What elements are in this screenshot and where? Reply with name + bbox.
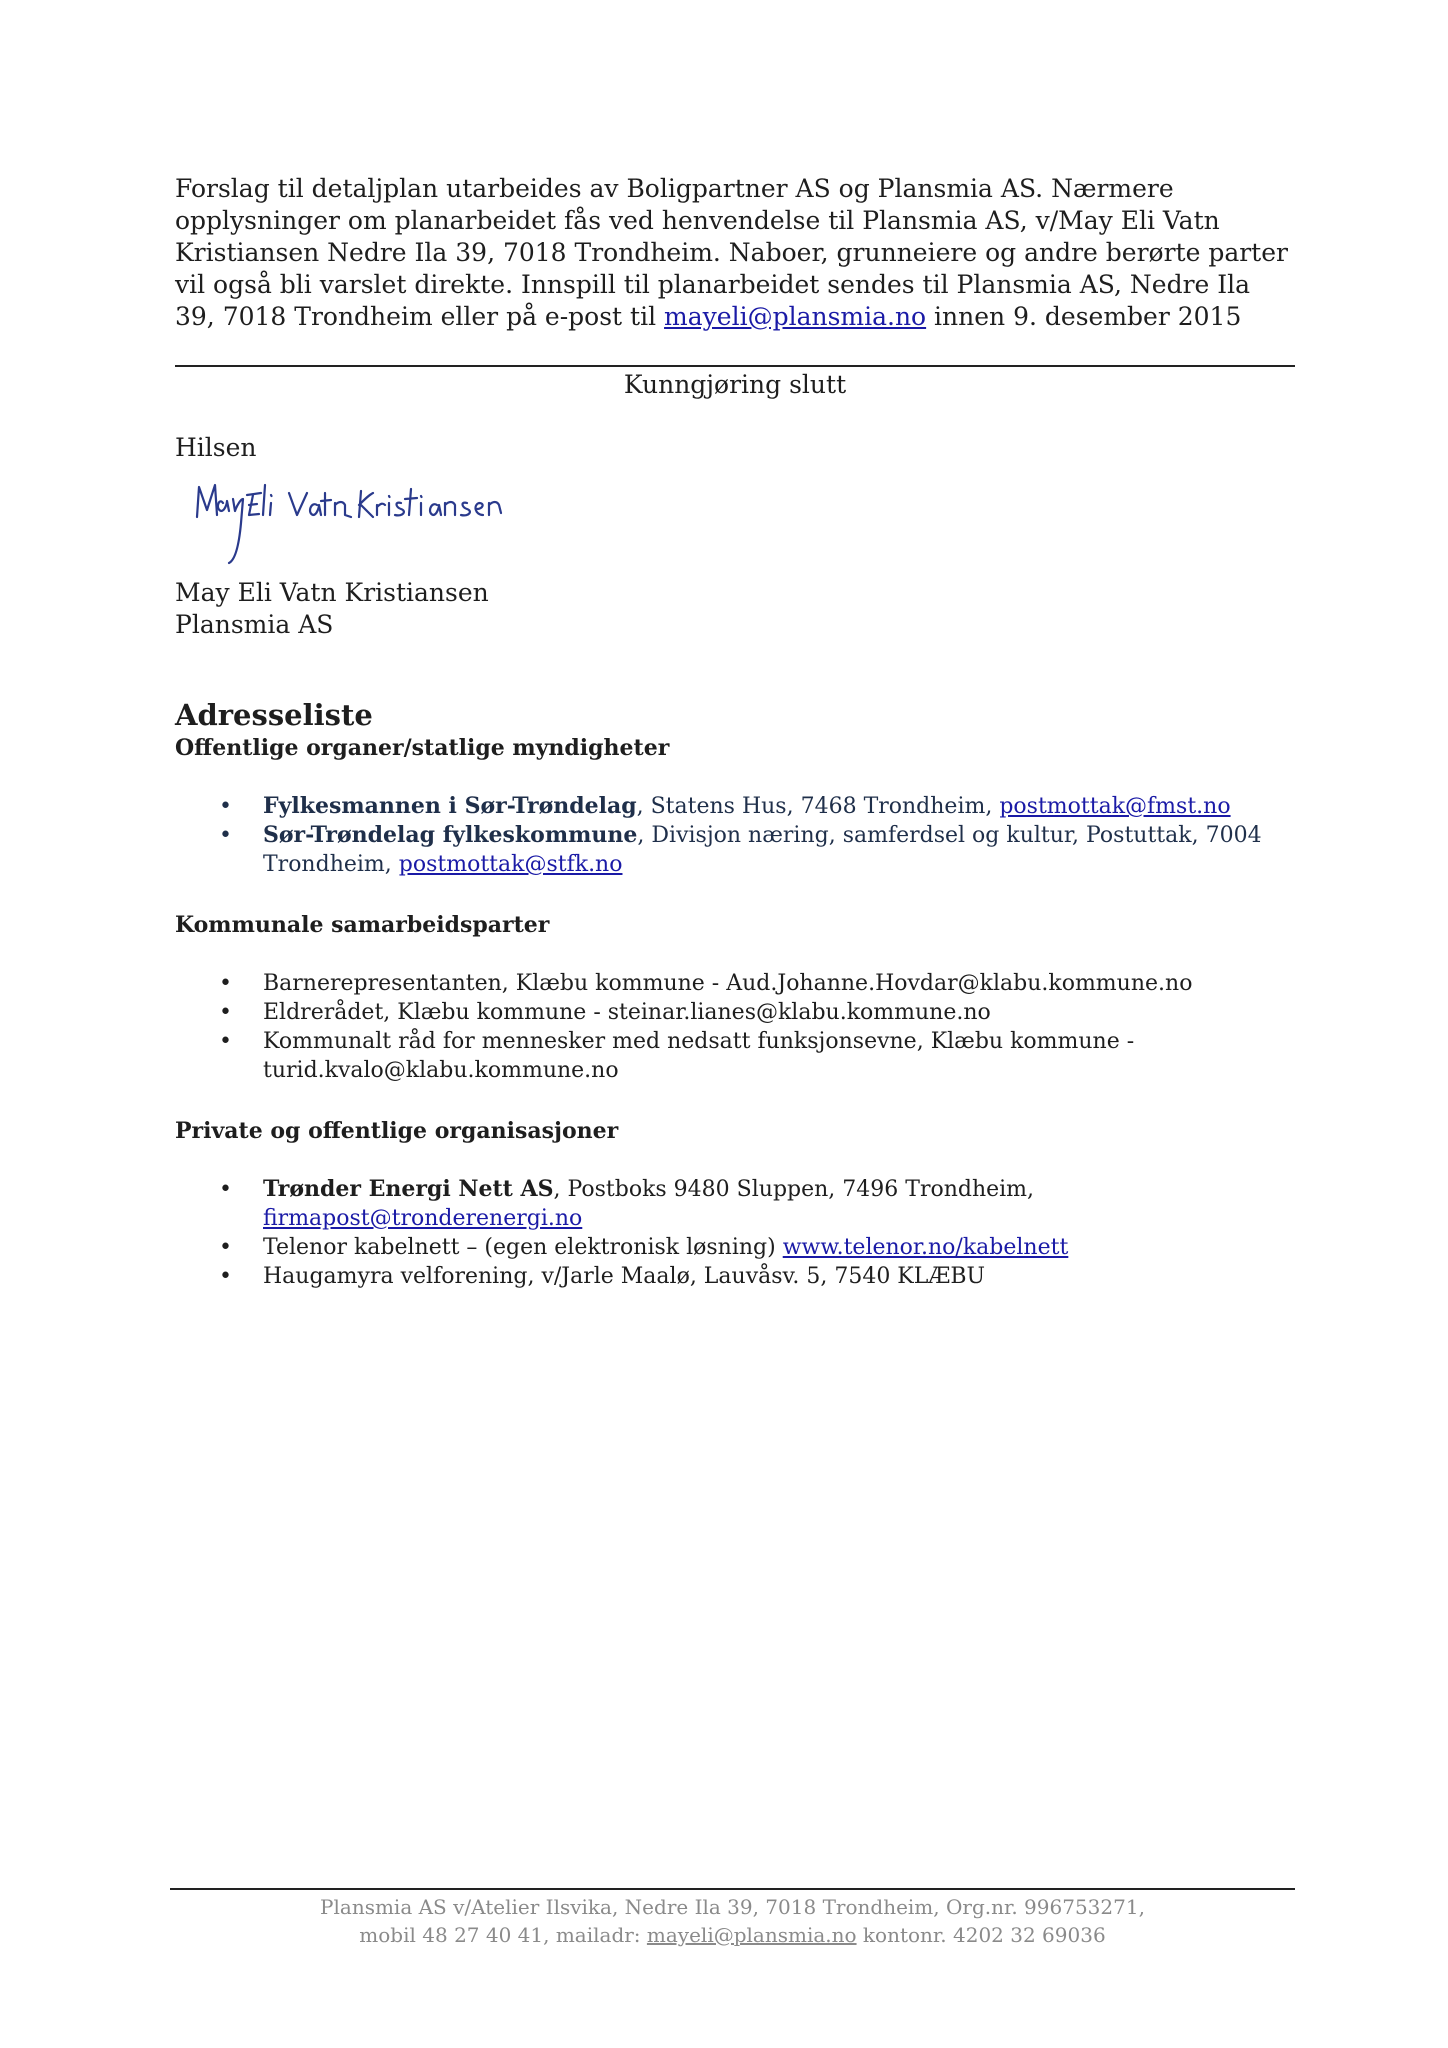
top-divider [175, 365, 1295, 367]
announcement-end-text: Kunngjøring slutt [623, 370, 847, 399]
recipient-text: Kommunalt råd for mennesker med nedsatt funksjonsevne, Klæbu kommune - turid.kvalo@klabu.kommune.no [263, 1029, 1135, 1083]
bullet-icon: • [219, 1264, 232, 1289]
address-list-title: Adresseliste [175, 698, 373, 732]
list-item [175, 1233, 1295, 1262]
recipient-text: Eldrerådet, Klæbu kommune - steinar.lianes@klabu.kommune.no [263, 1000, 991, 1025]
recipient-address: , Postboks 9480 Sluppen, 7496 Trondheim, [553, 1177, 1035, 1202]
bullet-icon: • [219, 1000, 232, 1025]
recipient-text: Barnerepresentanten, Klæbu kommune - Aud.Johanne.Hovdar@klabu.kommune.no [263, 971, 1193, 996]
bullet-icon: • [219, 823, 232, 848]
recipient-text: Haugamyra velforening, v/Jarle Maalø, Lauvåsv. 5, 7540 KLÆBU [263, 1264, 986, 1289]
bullet-icon: • [219, 1235, 232, 1260]
bullet-icon: • [219, 1177, 232, 1202]
footer-line-1: Plansmia AS v/Atelier Ilsvika, Nedre Ila 39, 7018 Trondheim, Org.nr. 996753271, [320, 1895, 1145, 1919]
bullet-icon: • [219, 794, 232, 819]
page-footer [170, 1893, 1295, 1949]
recipient-email-link[interactable]: firmapost@tronderenergi.no [263, 1206, 583, 1231]
sender-company: Plansmia AS [175, 610, 334, 639]
recipient-email-link[interactable]: postmottak@fmst.no [999, 794, 1231, 819]
intro-paragraph [175, 173, 1295, 333]
list-item [175, 792, 1295, 821]
recipient-name: Sør-Trøndelag fylkeskommune [263, 822, 638, 848]
list-item [175, 821, 1295, 879]
footer-email-link[interactable]: mayeli@plansmia.no [646, 1923, 857, 1947]
bullet-icon: • [219, 1029, 232, 1054]
recipient-address: , Statens Hus, 7468 Trondheim, [636, 794, 1000, 819]
list-item [175, 1262, 1295, 1291]
section-heading-organisations: Private og offentlige organisasjoner [175, 1118, 619, 1144]
section-heading-municipal-partners: Kommunale samarbeidsparter [175, 912, 550, 938]
recipient-text: Telenor kabelnett – (egen elektronisk løsning) [263, 1235, 783, 1260]
recipient-email-link[interactable]: postmottak@stfk.no [398, 852, 623, 877]
recipient-address: , Divisjon næring, samferdsel og kultur, Postuttak, 7004 Trondheim, [263, 823, 1262, 877]
intro-text: Forslag til detaljplan utarbeides av Boligpartner AS og Plansmia AS. Nærmere opplysninger om planarbeidet fås ved henvendelse til Plansmia AS, v/May Eli Vatn Kristiansen Nedre Ila 39, 7018 Trondheim. Naboer, grunneiere og andre berørte parter vil også bli varslet direkte. Innspill til planarbeidet sendes til Plansmia AS, Nedre Ila 39, 7018 Trondheim eller på e-post til [175, 174, 1288, 331]
handwritten-signature [185, 465, 505, 570]
bullet-icon: • [219, 971, 232, 996]
list-item [175, 969, 1295, 998]
footer-contact-prefix: mobil 48 27 40 41, mailadr: [359, 1923, 647, 1947]
organisations-list [175, 1175, 1295, 1291]
list-item [175, 1027, 1295, 1085]
list-item [175, 998, 1295, 1027]
intro-deadline-text: innen 9. desember 2015 [926, 302, 1242, 331]
recipient-name: Trønder Energi Nett AS [263, 1176, 554, 1202]
recipient-name: Fylkesmannen i Sør-Trøndelag [263, 793, 637, 819]
public-authorities-list [175, 792, 1295, 879]
municipal-partners-list [175, 969, 1295, 1085]
footer-line-2 [170, 1921, 1295, 1949]
recipient-web-link[interactable]: www.telenor.no/kabelnett [782, 1235, 1069, 1260]
intro-email-link[interactable]: mayeli@plansmia.no [664, 302, 927, 331]
greeting-text: Hilsen [175, 433, 257, 462]
section-heading-public-authorities: Offentlige organer/statlige myndigheter [175, 735, 670, 761]
sender-name: May Eli Vatn Kristiansen [175, 578, 489, 607]
list-item [175, 1175, 1295, 1233]
footer-divider [170, 1888, 1295, 1890]
footer-account-number: kontonr. 4202 32 69036 [856, 1923, 1106, 1947]
